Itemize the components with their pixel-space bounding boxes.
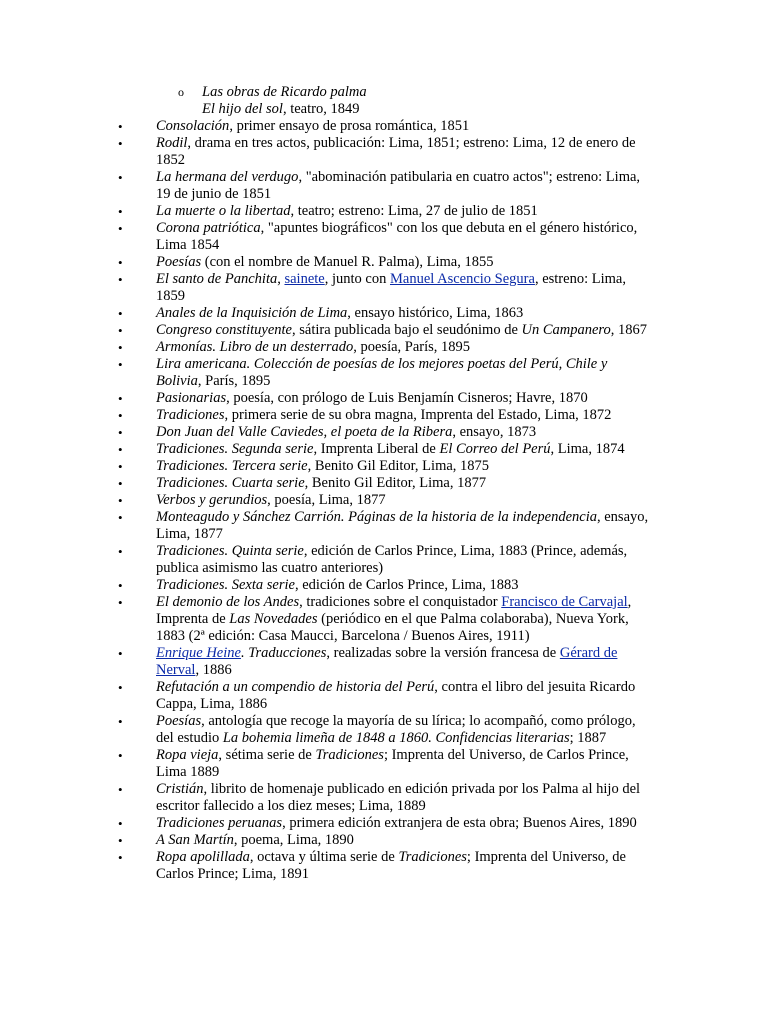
- bullet-icon: •: [118, 544, 123, 559]
- work-details: , 1867: [610, 322, 648, 338]
- work-details: , Lima, 1874: [550, 441, 625, 457]
- list-item: [118, 713, 652, 747]
- bullet-icon: •: [118, 476, 123, 491]
- bullet-icon: •: [118, 595, 123, 610]
- work-details: , drama en tres actos, publicación: Lima, 1851; estreno: Lima, 12 de enero de 1852: [156, 135, 636, 168]
- pseudonym: Un Campanero: [521, 322, 611, 338]
- study-title: La bohemia limeña de 1848 a 1860. Confidencias literarias: [222, 730, 570, 746]
- list-item: [118, 322, 652, 339]
- list-item: [118, 424, 652, 441]
- list-item: [118, 169, 652, 203]
- bullet-icon: •: [118, 816, 123, 831]
- work-title: Ropa apolillada: [156, 849, 250, 865]
- work-details: (con el nombre de Manuel R. Palma), Lima, 1855: [201, 254, 494, 270]
- work-details: , realizadas sobre la versión francesa de: [326, 645, 560, 661]
- list-item: [118, 849, 652, 883]
- work-details: ,: [277, 271, 285, 287]
- list-item: [118, 390, 652, 407]
- work-title: Tradiciones. Tercera serie: [156, 458, 308, 474]
- work-details: , teatro; estreno: Lima, 27 de julio de 1851: [290, 203, 538, 219]
- work-details: , contra el libro del jesuita Ricardo Cappa, Lima, 1886: [156, 679, 636, 712]
- list-item: [118, 594, 652, 645]
- work-details: ; 1887: [569, 730, 607, 746]
- work-details: , "apuntes biográficos" con los que debuta en el género histórico, Lima 1854: [156, 220, 638, 253]
- bullet-icon: •: [118, 425, 123, 440]
- work-title: A San Martín: [156, 832, 234, 848]
- work-details: , primera edición extranjera de esta obra; Buenos Aires, 1890: [282, 815, 637, 831]
- bullet-icon: •: [118, 782, 123, 797]
- list-item: [118, 543, 652, 577]
- list-item: [118, 407, 652, 424]
- work-details: , París, 1895: [197, 373, 271, 389]
- work-details: , poesía, Lima, 1877: [267, 492, 386, 508]
- work-details: , ensayo histórico, Lima, 1863: [347, 305, 524, 321]
- work-title: Poesías: [156, 254, 202, 270]
- bullet-icon: •: [118, 391, 123, 406]
- work-details: , ensayo, Lima, 1877: [156, 509, 649, 542]
- work-title: Don Juan del Valle Caviedes, el poeta de la Ribera: [156, 424, 453, 440]
- bullet-icon: •: [118, 357, 123, 372]
- work-details: ; Imprenta del Universo, de Carlos Prince; Lima, 1891: [156, 849, 626, 882]
- bullet-icon: •: [118, 833, 123, 848]
- work-details: , edición de Carlos Prince, Lima, 1883 (Prince, además, publica asimismo las cuatro anteriores): [156, 543, 628, 576]
- work-title: Pasionarias: [156, 390, 227, 406]
- circle-bullet-icon: o: [178, 85, 184, 99]
- sainete-link[interactable]: sainete: [284, 271, 325, 287]
- manuel-ascencio-segura-link[interactable]: Manuel Ascencio Segura: [389, 271, 535, 287]
- work-title: Cristián: [156, 781, 204, 797]
- work-title: Consolación: [156, 118, 230, 134]
- work-title: Tradiciones. Segunda serie: [156, 441, 314, 457]
- list-item: [118, 356, 652, 390]
- sub-list-item: [178, 84, 652, 118]
- bullet-icon: •: [118, 170, 123, 185]
- works-list: [0, 118, 768, 883]
- list-item: [118, 679, 652, 713]
- bullet-icon: •: [118, 255, 123, 270]
- work-title: Poesías: [156, 713, 202, 729]
- list-item: [118, 441, 652, 458]
- bullet-icon: •: [118, 646, 123, 661]
- list-item: [118, 475, 652, 492]
- work-details: , Benito Gil Editor, Lima, 1875: [307, 458, 490, 474]
- list-item: [118, 815, 652, 832]
- work-details: , antología que recoge la mayoría de su lírica; lo acompañó, como prólogo, del estudio: [156, 713, 636, 746]
- gerard-de-nerval-link[interactable]: Gérard de Nerval: [156, 645, 618, 678]
- sub-item-text: , teatro, 1849: [282, 101, 360, 117]
- work-details: , 1886: [195, 662, 232, 678]
- work-details: , Imprenta de: [156, 594, 632, 627]
- list-item: [118, 135, 652, 169]
- bullet-icon: •: [118, 340, 123, 355]
- work-details: , ensayo, 1873: [452, 424, 537, 440]
- work-title: Armonías. Libro de un desterrado: [156, 339, 354, 355]
- bullet-icon: •: [118, 136, 123, 151]
- work-details: , poema, Lima, 1890: [233, 832, 354, 848]
- work-details: , sátira publicada bajo el seudónimo de: [291, 322, 522, 338]
- work-title: Tradiciones. Sexta serie: [156, 577, 295, 593]
- publication-title: El Correo del Perú: [439, 441, 551, 457]
- work-title: Lira americana. Colección de poesías de los mejores poetas del Perú, Chile y Bolivia: [156, 356, 608, 389]
- work-details: , "abominación patibularia en cuatro actos"; estreno: Lima, 19 de junio de 1851: [156, 169, 641, 202]
- work-details: , Benito Gil Editor, Lima, 1877: [304, 475, 487, 491]
- work-title: Corona patriótica: [156, 220, 261, 236]
- list-item: [118, 458, 652, 475]
- work-details: , edición de Carlos Prince, Lima, 1883: [294, 577, 519, 593]
- bullet-icon: •: [118, 578, 123, 593]
- work-details: , estreno: Lima, 1859: [156, 271, 626, 304]
- work-title: Tradiciones peruanas: [156, 815, 283, 831]
- bullet-icon: •: [118, 408, 123, 423]
- list-item: [118, 747, 652, 781]
- work-title: Tradiciones. Quinta serie: [156, 543, 304, 559]
- work-title: Refutación a un compendio de historia del Perú: [156, 679, 435, 695]
- bullet-icon: •: [118, 680, 123, 695]
- document-page: [0, 84, 768, 883]
- bullet-icon: •: [118, 493, 123, 508]
- bullet-icon: •: [118, 459, 123, 474]
- bullet-icon: •: [118, 442, 123, 457]
- work-title: Ropa vieja: [156, 747, 219, 763]
- list-item: [118, 781, 652, 815]
- list-item: [118, 339, 652, 356]
- list-item: [118, 271, 652, 305]
- sub-item-title: El hijo del sol: [202, 101, 283, 117]
- work-title: El demonio de los Andes: [156, 594, 300, 610]
- work-details: , poesía, París, 1895: [353, 339, 471, 355]
- list-item: [118, 203, 652, 220]
- list-item: [118, 118, 652, 135]
- list-item: [118, 305, 652, 322]
- bullet-icon: •: [118, 204, 123, 219]
- list-item: [118, 254, 652, 271]
- work-title: . Traducciones: [240, 645, 327, 661]
- list-item: [118, 220, 652, 254]
- series-title: Tradiciones: [315, 747, 384, 763]
- work-title: Rodil: [156, 135, 188, 151]
- bullet-icon: •: [118, 119, 123, 134]
- list-item: [118, 645, 652, 679]
- work-details: , octava y última serie de: [249, 849, 399, 865]
- bullet-icon: •: [118, 510, 123, 525]
- work-details: (periódico en el que Palma colaboraba), Nueva York, 1883 (2ª edición: Casa Maucci, Barcelona / Buenos Aires, 1911): [156, 611, 629, 644]
- list-item: [118, 832, 652, 849]
- work-details: , Imprenta Liberal de: [313, 441, 440, 457]
- work-details: , primera serie de su obra magna, Imprenta del Estado, Lima, 1872: [224, 407, 612, 423]
- francisco-de-carvajal-link[interactable]: Francisco de Carvajal: [501, 594, 628, 610]
- work-title: Congreso constituyente: [156, 322, 292, 338]
- work-title: El santo de Panchita: [156, 271, 278, 287]
- work-details: , tradiciones sobre el conquistador: [299, 594, 502, 610]
- bullet-icon: •: [118, 221, 123, 236]
- series-title: Tradiciones: [398, 849, 467, 865]
- work-details: , librito de homenaje publicado en edición privada por los Palma al hijo del escritor fallecido a los diez meses; Lima, 1889: [156, 781, 641, 814]
- work-title: Verbos y gerundios: [156, 492, 268, 508]
- bullet-icon: •: [118, 272, 123, 287]
- work-details: , sétima serie de: [218, 747, 316, 763]
- enrique-heine-link[interactable]: Enrique Heine: [156, 645, 241, 661]
- bullet-icon: •: [118, 714, 123, 729]
- bullet-icon: •: [118, 323, 123, 338]
- work-title: Anales de la Inquisición de Lima: [156, 305, 348, 321]
- work-details: , junto con: [324, 271, 390, 287]
- bullet-icon: •: [118, 748, 123, 763]
- work-title: Monteagudo y Sánchez Carrión. Páginas de la historia de la independencia: [156, 509, 597, 525]
- bullet-icon: •: [118, 306, 123, 321]
- list-item: [118, 509, 652, 543]
- list-item: [118, 577, 652, 594]
- publication-title: Las Novedades: [229, 611, 318, 627]
- work-details: ; Imprenta del Universo, de Carlos Prince, Lima 1889: [156, 747, 629, 780]
- sub-item-heading: Las obras de Ricardo palma: [202, 84, 367, 100]
- list-item: [118, 492, 652, 509]
- work-details: , poesía, con prólogo de Luis Benjamín Cisneros; Havre, 1870: [226, 390, 588, 406]
- work-title: Tradiciones: [156, 407, 225, 423]
- work-title: La muerte o la libertad: [156, 203, 291, 219]
- work-title: Tradiciones. Cuarta serie: [156, 475, 305, 491]
- work-title: La hermana del verdugo: [156, 169, 299, 185]
- bullet-icon: •: [118, 850, 123, 865]
- work-details: , primer ensayo de prosa romántica, 1851: [229, 118, 470, 134]
